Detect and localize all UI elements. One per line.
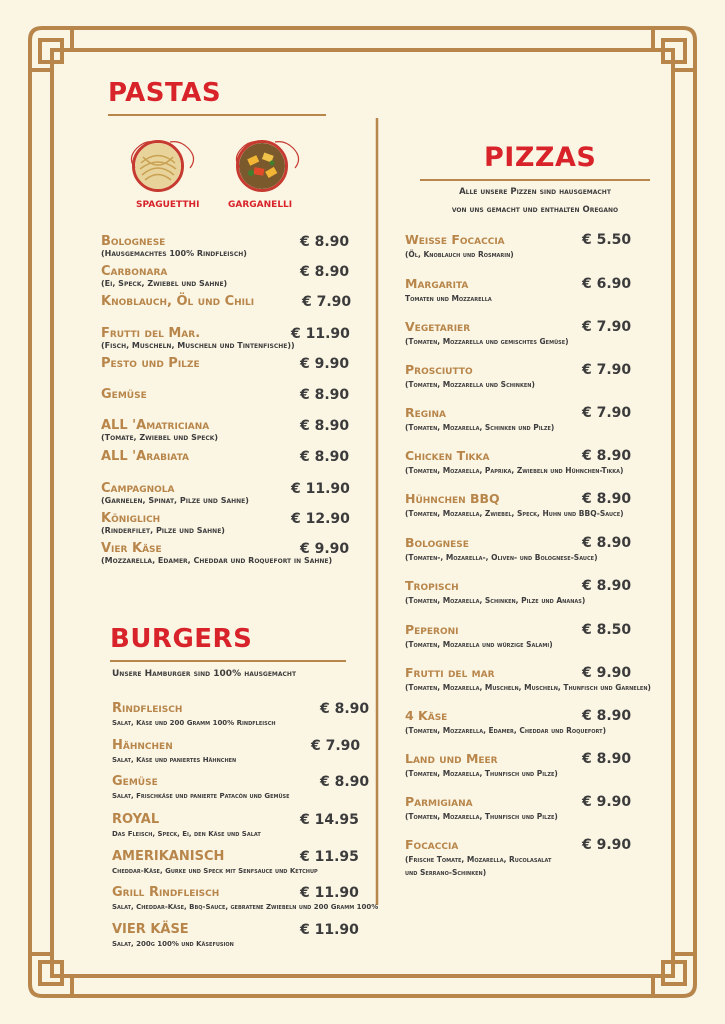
item-price: € 11.90 xyxy=(300,885,359,901)
menu-item xyxy=(101,481,371,511)
menu-item xyxy=(405,491,675,521)
item-name: Gemüse xyxy=(101,387,147,402)
item-description-line2: und Serrano-Schinken) xyxy=(405,868,487,877)
item-name: Rindfleisch xyxy=(112,701,183,716)
item-description: (Tomaten, Mozarella, Muscheln, Muscheln, Thunfisch und Garnelen) xyxy=(405,683,651,692)
pastas-rule xyxy=(108,114,326,116)
menu-item xyxy=(112,738,382,768)
item-price: € 5.50 xyxy=(582,232,632,248)
menu-item xyxy=(405,837,675,877)
item-name: Land und Meer xyxy=(405,751,498,766)
burgers-rule xyxy=(110,660,346,662)
item-name: Peperoni xyxy=(405,622,459,637)
item-price: € 11.90 xyxy=(300,922,359,938)
menu-item xyxy=(112,812,382,842)
item-description: Salat, Cheddar-Käse, Bbq-Sauce, gebratene Zwiebeln und 200 Gramm 100% xyxy=(112,903,379,911)
item-price: € 7.90 xyxy=(582,319,632,335)
item-price: € 8.90 xyxy=(582,708,632,724)
item-name: Hähnchen xyxy=(112,738,173,753)
item-description: (Tomaten, Mozarella und würzige Salami) xyxy=(405,640,553,649)
item-description: (Tomaten, Mozzarella und Schinken) xyxy=(405,380,535,389)
item-price: € 14.95 xyxy=(300,812,359,828)
menu-item xyxy=(101,356,371,386)
item-name: Regina xyxy=(405,405,447,420)
item-name: Tropisch xyxy=(405,578,459,593)
item-name: Gemüse xyxy=(112,774,158,789)
item-price: € 6.90 xyxy=(582,276,632,292)
menu-item xyxy=(405,578,675,608)
item-name: Frutti del Mar. xyxy=(101,326,201,341)
item-description: (Garnelen, Spinat, Pilze und Sahne) xyxy=(101,496,249,505)
menu-item xyxy=(405,276,675,306)
item-description: (Tomaten, Mozarella, Zwiebel, Speck, Huhn und BBQ-Sauce) xyxy=(405,509,624,518)
pizzas-title: PIZZAS xyxy=(484,142,597,173)
menu-item xyxy=(112,701,382,731)
item-name: Campagnola xyxy=(101,481,175,496)
menu-item xyxy=(101,234,371,264)
item-price: € 8.90 xyxy=(320,774,370,790)
item-price: € 9.90 xyxy=(300,356,350,372)
item-price: € 11.95 xyxy=(300,849,359,865)
item-description: (Tomaten, Mozzarella und gemischtes Gemüse) xyxy=(405,337,569,346)
item-price: € 7.90 xyxy=(582,405,632,421)
item-price: € 8.90 xyxy=(582,535,632,551)
menu-item xyxy=(112,922,382,952)
item-price: € 8.90 xyxy=(582,578,632,594)
menu-item xyxy=(405,535,675,565)
menu-item xyxy=(101,294,371,324)
spaghetti-label: SPAGUETTHI xyxy=(136,200,200,210)
menu-item xyxy=(101,418,371,448)
pizzas-rule xyxy=(420,179,650,181)
item-name: Chicken Tikka xyxy=(405,448,490,463)
menu-item xyxy=(101,541,371,571)
item-name: Frutti del mar xyxy=(405,665,495,680)
item-name: Focaccia xyxy=(405,837,459,852)
item-name: Vegetarier xyxy=(405,319,471,334)
menu-item xyxy=(112,774,382,804)
dish-ornaments xyxy=(115,128,365,198)
item-price: € 8.90 xyxy=(582,751,632,767)
item-description: (Tomaten, Mozarella, Thunfisch und Pilze) xyxy=(405,812,558,821)
menu-item xyxy=(405,665,675,695)
menu-item xyxy=(112,849,382,879)
item-price: € 8.90 xyxy=(300,418,350,434)
menu-item xyxy=(405,232,675,262)
item-price: € 9.90 xyxy=(582,837,632,853)
item-price: € 7.90 xyxy=(582,362,632,378)
item-name: Vier Käse xyxy=(101,541,162,556)
menu-item xyxy=(405,405,675,435)
item-description: (Tomaten, Mozarella, Schinken und Pilze) xyxy=(405,423,555,432)
menu-item xyxy=(101,511,371,541)
item-description: (Mozzarella, Edamer, Cheddar und Roquefort in Sahne) xyxy=(101,556,333,565)
item-name: Grill Rindfleisch xyxy=(112,885,220,900)
item-name: ALL 'Arabiata xyxy=(101,449,189,464)
pizzas-subtitle-line2: von uns gemacht und enthalten Oregano xyxy=(451,205,619,215)
item-description: (Fisch, Muscheln, Muscheln und Tintenfische)) xyxy=(101,341,295,350)
item-price: € 8.50 xyxy=(582,622,632,638)
menu-item xyxy=(101,387,371,417)
menu-item xyxy=(405,319,675,349)
item-description: (Tomate, Zwiebel und Speck) xyxy=(101,433,219,442)
item-name: Margarita xyxy=(405,276,469,291)
item-name: Carbonara xyxy=(101,264,168,279)
item-description: Salat, Käse und 200 Gramm 100% Rindfleisch xyxy=(112,719,276,727)
item-name: Bolognese xyxy=(405,535,469,550)
item-name: AMERIKANISCH xyxy=(112,849,225,864)
item-price: € 8.90 xyxy=(300,234,350,250)
item-name: Prosciutto xyxy=(405,362,473,377)
item-price: € 8.90 xyxy=(300,387,350,403)
menu-item xyxy=(405,622,675,652)
item-price: € 11.90 xyxy=(291,481,350,497)
item-description: (Rinderfilet, Pilze und Sahne) xyxy=(101,526,225,535)
menu-item xyxy=(112,885,382,915)
item-price: € 9.90 xyxy=(582,665,632,681)
item-name: Hühnchen BBQ xyxy=(405,491,500,506)
item-price: € 8.90 xyxy=(300,264,350,280)
item-description: Salat, Frischkäse und panierte Patacón und Gemüse xyxy=(112,792,290,800)
item-description: (Tomaten, Mozarella, Thunfisch und Pilze) xyxy=(405,769,558,778)
item-name: VIER KÄSE xyxy=(112,922,189,937)
item-name: 4 Käse xyxy=(405,708,448,723)
item-price: € 7.90 xyxy=(311,738,361,754)
item-description: (Ei, Speck, Zwiebel und Sahne) xyxy=(101,279,228,288)
pastas-title: PASTAS xyxy=(108,78,222,108)
item-description: (Tomaten, Mozarella, Schinken, Pilze und Ananas) xyxy=(405,596,586,605)
item-price: € 8.90 xyxy=(320,701,370,717)
item-name: Bolognese xyxy=(101,234,166,249)
item-description: Salat, 200g 100% und Käsefusion xyxy=(112,940,234,948)
item-name: ALL 'Amatriciana xyxy=(101,418,210,433)
item-price: € 8.90 xyxy=(582,491,632,507)
item-description: Das Fleisch, Speck, Ei, den Käse und Salat xyxy=(112,830,261,838)
item-name: Weiße Focaccia xyxy=(405,232,505,247)
item-description: (Hausgemachtes 100% Rindfleisch) xyxy=(101,249,247,258)
item-description: (Tomaten, Mozzarella, Edamer, Cheddar und Roquefort) xyxy=(405,726,606,735)
menu-item xyxy=(101,326,371,356)
item-description: Salat, Käse und paniertes Hähnchen xyxy=(112,756,237,764)
pizzas-subtitle-line1: Alle unsere Pizzen sind hausgemacht xyxy=(459,187,611,197)
item-name: ROYAL xyxy=(112,812,160,827)
item-price: € 7.90 xyxy=(302,294,352,310)
item-price: € 8.90 xyxy=(582,448,632,464)
menu-item xyxy=(405,794,675,824)
item-description: Tomaten und Mozzarella xyxy=(405,294,492,303)
item-name: Königlich xyxy=(101,511,161,526)
item-price: € 9.90 xyxy=(300,541,350,557)
item-price: € 11.90 xyxy=(291,326,350,342)
item-description: (Tomaten, Mozarella, Paprika, Zwiebeln und Hühnchen-Tikka) xyxy=(405,466,624,475)
menu-item xyxy=(405,448,675,478)
menu-item xyxy=(405,362,675,392)
item-description: (Frische Tomate, Mozarella, Rucolasalat xyxy=(405,855,552,864)
item-name: Parmigiana xyxy=(405,794,473,809)
burgers-subtitle: Unsere Hamburger sind 100% hausgemacht xyxy=(112,669,297,679)
menu-item xyxy=(405,708,675,738)
menu-item xyxy=(101,264,371,294)
menu-item xyxy=(101,449,371,479)
item-price: € 9.90 xyxy=(582,794,632,810)
item-description: (Tomaten-, Mozarella-, Oliven- und Bolognese-Sauce) xyxy=(405,553,598,562)
item-price: € 12.90 xyxy=(291,511,350,527)
garganelli-label: GARGANELLI xyxy=(228,200,293,210)
burgers-title: BURGERS xyxy=(110,624,253,654)
item-price: € 8.90 xyxy=(300,449,350,465)
item-name: Knoblauch, Öl und Chili xyxy=(101,294,255,309)
menu-item xyxy=(405,751,675,781)
item-description: Cheddar-Käse, Gurke und Speck mit Senfsauce und Ketchup xyxy=(112,867,318,875)
item-name: Pesto und Pilze xyxy=(101,356,200,371)
item-description: (Öl, Knoblauch und Rosmarin) xyxy=(405,250,514,259)
